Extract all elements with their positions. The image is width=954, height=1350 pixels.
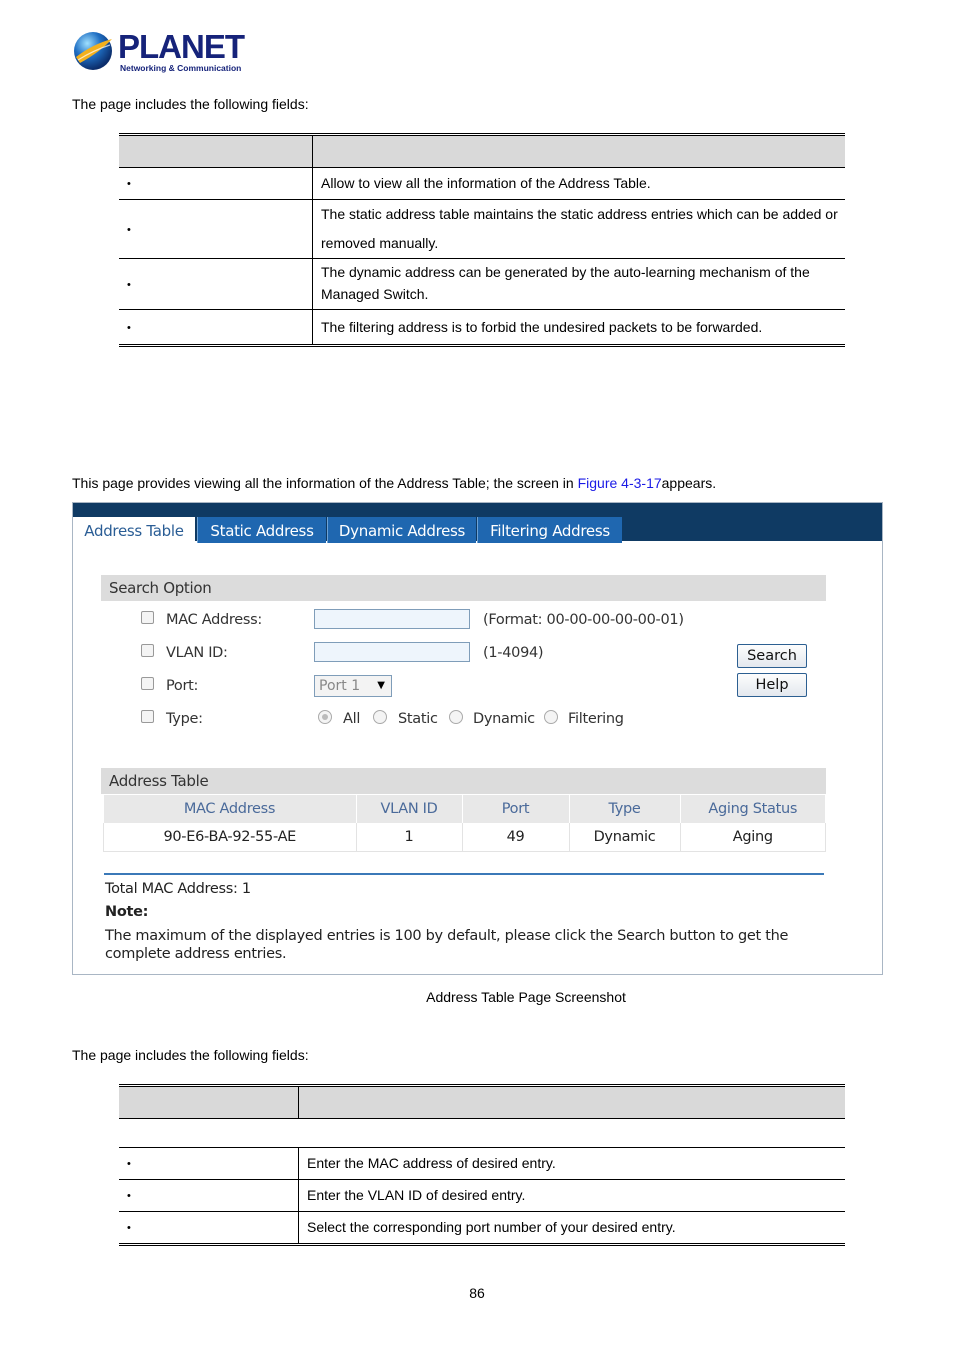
address-table-screenshot [72,502,883,975]
row-description: The filtering address is to forbid the undesired packets to be forwarded. [313,310,846,346]
type-filtering-label: Filtering [568,711,624,727]
intro-text-3: The page includes the following fields: [72,1047,309,1063]
table-row [119,1148,845,1180]
brand-name: PLANET [118,28,244,65]
row-description: Select the corresponding port number of your desired entry. [299,1212,846,1245]
fields-table-1 [119,133,845,347]
brand-tagline: Networking & Communication [120,63,242,73]
row-description: Enter the MAC address of desired entry. [299,1148,846,1180]
cell-port: 49 [462,823,569,852]
mac-address-checkbox[interactable] [141,611,154,624]
vlan-id-checkbox[interactable] [141,644,154,657]
bullet-icon: • [127,1158,131,1170]
table-row [119,168,845,200]
table-row [119,1180,845,1212]
intro-text-2-before: This page provides viewing all the information of the Address Table; the screen in [72,475,578,491]
cell-vlan: 1 [356,823,462,852]
intro-text-2-after: appears. [661,475,717,491]
bullet-icon: • [127,1222,131,1234]
cell-type: Dynamic [569,823,680,852]
chevron-down-icon: ▼ [377,680,385,691]
divider [104,873,824,875]
col-aging-status: Aging Status [680,795,826,823]
row-description: The dynamic address can be generated by the auto-learning mechanism of the Managed Switch. [313,259,846,310]
table-row [119,200,845,259]
tab-static-address[interactable]: Static Address [197,517,326,543]
type-static-label: Static [398,711,438,727]
table-header-object [119,1086,299,1119]
col-vlan-id: VLAN ID [356,795,462,823]
note-label: Note: [105,904,149,920]
bullet-icon: • [127,223,131,236]
table-row [119,310,845,346]
search-option-header: Search Option [101,575,826,601]
row-description: Allow to view all the information of the Address Table. [313,168,846,200]
tab-address-table[interactable]: Address Table [73,517,195,544]
row-description: The static address table maintains the static address entries which can be added or removed manually. [313,200,846,259]
row-description: Enter the VLAN ID of desired entry. [299,1180,846,1212]
search-button[interactable]: Search [737,644,807,668]
mac-address-input[interactable] [314,609,470,629]
cell-mac: 90-E6-BA-92-55-AE [104,823,357,852]
type-label: Type: [166,711,203,727]
port-select-value: Port 1 [319,678,361,694]
note-text: The maximum of the displayed entries is 100 by default, please click the Search button to get the complete address entries. [105,928,789,962]
tab-dynamic-address[interactable]: Dynamic Address [327,517,476,543]
intro-text-1: The page includes the following fields: [72,96,309,112]
type-dynamic-radio[interactable] [449,710,463,724]
table-header-description [313,135,846,168]
bullet-icon: • [127,178,131,190]
total-mac-address: Total MAC Address: 1 [105,881,251,897]
page-number: 86 [469,1285,485,1301]
type-dynamic-label: Dynamic [473,711,535,727]
vlan-range-hint: (1-4094) [483,645,544,661]
col-port: Port [462,795,569,823]
table-row [119,259,845,310]
type-all-label: All [343,711,361,727]
bullet-icon: • [127,1190,131,1202]
col-mac-address: MAC Address [104,795,357,823]
mac-format-hint: (Format: 00-00-00-00-00-01) [483,612,684,628]
fields-table-2 [119,1084,845,1246]
cell-aging: Aging [680,823,826,852]
type-all-radio[interactable] [318,710,332,724]
type-filtering-radio[interactable] [544,710,558,724]
vlan-id-input[interactable] [314,642,470,662]
address-table [103,795,826,852]
help-button[interactable]: Help [737,673,807,697]
type-static-radio[interactable] [373,710,387,724]
port-label: Port: [166,678,199,694]
port-select[interactable] [314,675,392,697]
table-header-description [299,1086,846,1119]
mac-address-label: MAC Address: [166,612,262,628]
port-checkbox[interactable] [141,677,154,690]
vlan-id-label: VLAN ID: [166,645,228,661]
bullet-icon: • [127,321,131,334]
figure-link[interactable]: Figure 4-3-17 [577,475,662,491]
planet-logo [72,30,242,74]
address-table-header: Address Table [101,768,826,794]
globe-icon [72,30,114,72]
table-row [104,823,826,852]
intro-text-2 [72,475,716,491]
table-header-object [119,135,313,168]
bullet-icon: • [127,278,131,291]
col-type: Type [569,795,680,823]
tab-filtering-address[interactable]: Filtering Address [477,517,622,543]
type-checkbox[interactable] [141,710,154,723]
figure-caption: Address Table Page Screenshot [426,989,626,1005]
table-row [119,1212,845,1245]
